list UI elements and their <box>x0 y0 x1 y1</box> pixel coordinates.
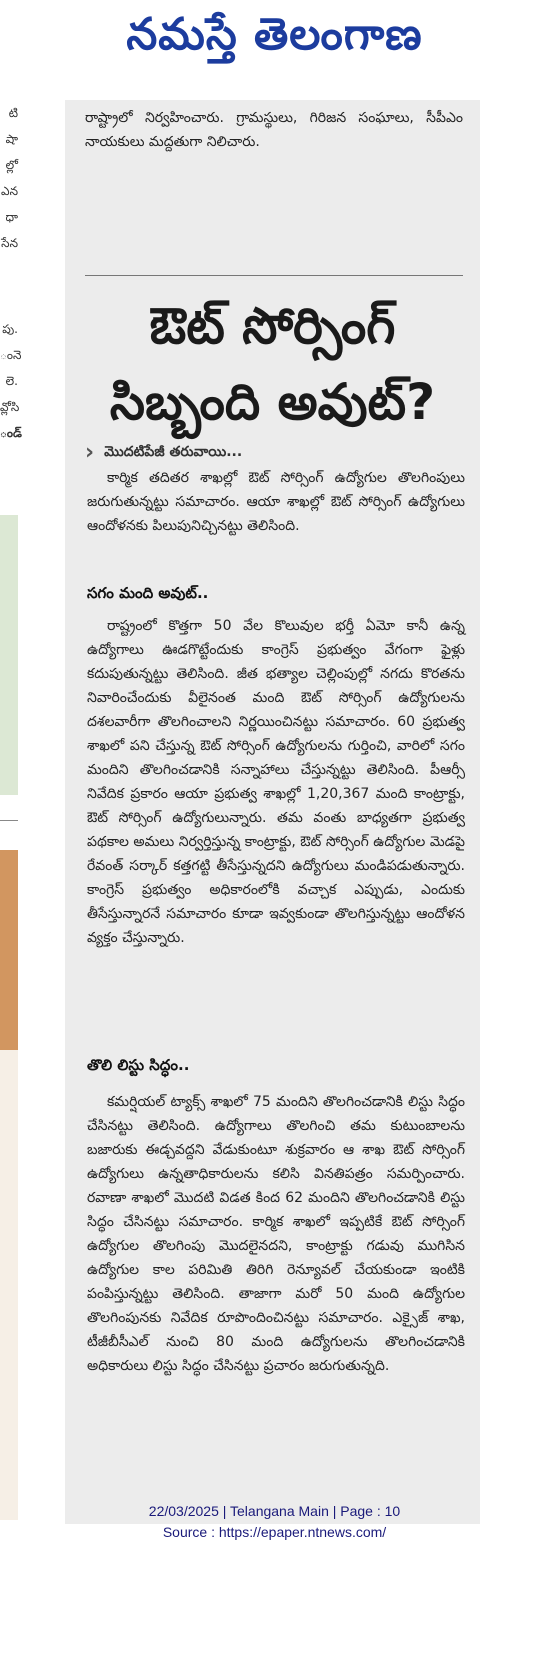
adjacent-photo <box>0 850 18 1050</box>
continued-from <box>85 440 243 465</box>
fragment: ధా <box>5 210 18 224</box>
fragment: సేన <box>1 236 18 250</box>
fragment: ల్లో <box>5 158 18 172</box>
divider <box>85 275 463 276</box>
fragment: ఎన <box>1 184 18 198</box>
fragment: వ్లోసి <box>0 400 20 414</box>
article-box <box>65 100 480 1524</box>
fragment: పు. <box>2 322 18 336</box>
fragment: లె. <box>5 374 18 388</box>
previous-story-tail: రాష్ట్రాలో నిర్వహించారు. గ్రామస్థులు, గిరిజన సంఘాలు, సీపీఎం నాయకులు మద్దతుగా నిలిచారు. <box>85 110 463 150</box>
paragraph-1: కార్మిక తదితర శాఖల్లో ఔట్ సోర్సింగ్ ఉద్యోగుల తొలగింపులు జరుగుతున్నట్టు సమాచారం. ఆయా శాఖల్లో ఔట్ సోర్సింగ్ ఉద్యోగులు ఆందోళనకు పిలుపునిచ్చినట్టు తెలిసింది. <box>87 470 465 534</box>
fragment: టి <box>8 106 18 120</box>
paragraph-3: కమర్షియల్ ట్యాక్స్ శాఖలో 75 మందిని తొలగించడానికి లిస్టు సిద్ధం చేసినట్టు తెలిసింది. ఉద్యోగాలు తొలగించి తమ కుటుంబాలను బజారుకు ఈడ్చవద్దని వేడుకుంటూ శుక్రవారం ఆ శాఖ ఔట్ సోర్సింగ్ ఉద్యోగులు ఉన్నతాధికారులను కలిసి వినతిపత్రం సమర్పించారు. రవాణా శాఖలో మొదటి విడత కింద 62 మందిని తొలగించడానికి లిస్టు సిద్ధం చేసినట్టు సమాచారం. కార్మిక శాఖలో ఇప్పటికే ఔట్ సోర్సింగ్ ఉద్యోగుల తొలగింపు మొదలైనదని, కాంట్రాక్టు గడువు ముగిసిన ఉద్యోగుల కాల పరిమితి తిరిగి రెన్యూవల్ చేయకుండా ఇంటికి పంపిస్తున్నట్టు తెలిసింది. తాజాగా మరో 50 మంది ఉద్యోగుల తొలగింపునకు నివేదిక రూపొందించినట్టు సమాచారం. ఎక్సైజ్ శాఖ, టీజీబీసీఎల్ నుంచి 80 మంది ఉద్యోగులను తొలగించడానికి అధికారులు లిస్టు సిద్ధం చేసినట్టు ప్రచారం జరుగుతున్నది. <box>87 1094 465 1374</box>
adjacent-box <box>0 1050 18 1520</box>
adjacent-divider <box>0 820 18 821</box>
fragment: ంనె <box>0 348 22 362</box>
subheading-1: సగం మంది అవుట్.. <box>87 584 209 602</box>
adjacent-green-box <box>0 515 18 795</box>
continued-label: మొదటిపేజీ తరువాయి... <box>104 443 243 460</box>
paragraph-2: రాష్ట్రంలో కొత్తగా 50 వేల కొలువుల భర్తీ ఏమో కానీ ఉన్న ఉద్యోగాలు ఊడగొట్టేందుకు కాంగ్రెస్ ప్రభుత్వం వేగంగా ఫైళ్లు కదుపుతున్నట్టు తెలిసింది. జీత భత్యాల చెల్లింపుల్లో నగదు కొరతను నివారించేందుకు వీలైనంత మంది ఔట్ సోర్సింగ్ ఉద్యోగులను దశలవారీగా తొలగించాలని నిర్ణయించినట్టు సమాచారం. 60 ప్రభుత్వ శాఖలో పని చేస్తున్న ఔట్ సోర్సింగ్ ఉద్యోగులను గుర్తించి, వారిలో సగం మందిని తొలగించడానికి సన్నాహాలు చేస్తున్నట్టు తెలిసింది. పీఆర్సీ నివేదిక ప్రకారం ఆయా ప్రభుత్వ శాఖల్లో 1,20,367 మంది కాంట్రాక్టు, ఔట్ సోర్సింగ్ ఉద్యోగులున్నారు. తమ వంతు బాధ్యతగా ప్రభుత్వ పథకాల అమలు నిర్వర్తిస్తున్న కాంట్రాక్టు, ఔట్ సోర్సింగ్ ఉద్యోగుల మెడపై రేవంత్ సర్కార్ కత్తగట్టి తీసేస్తున్నదని ఉద్యోగులు మండిపడుతున్నారు. కాంగ్రెస్ ప్రభుత్వం అధికారంలోకి వచ్చాక ఎప్పుడు, ఎందుకు తీసేస్తున్నారనే సమాచారం కూడా ఇవ్వకుండా తొలగిస్తున్నట్టు ఆందోళన వ్యక్తం చేస్తున్నారు. <box>87 618 465 946</box>
newspaper-title: నమస్తే తెలంగాణ <box>126 9 423 60</box>
headline-line-2: సిబ్బంది అవుట్? <box>109 373 436 431</box>
masthead <box>0 0 549 80</box>
fragment: షా <box>5 132 18 146</box>
headline-line-1: ఔట్ సోర్సింగ్ <box>149 297 396 355</box>
subheading-2: తొలి లిస్టు సిద్ధం.. <box>87 1056 190 1074</box>
chevron-right-icon: › <box>85 440 95 465</box>
headline <box>65 288 480 440</box>
footer-source: Source : https://epaper.ntnews.com/ <box>162 1524 387 1540</box>
footer-date-edition: 22/03/2025 | Telangana Main | Page : 10 <box>148 1503 401 1519</box>
adjacent-column-fragments <box>0 100 22 520</box>
fragment: ండ్ <box>0 426 22 440</box>
